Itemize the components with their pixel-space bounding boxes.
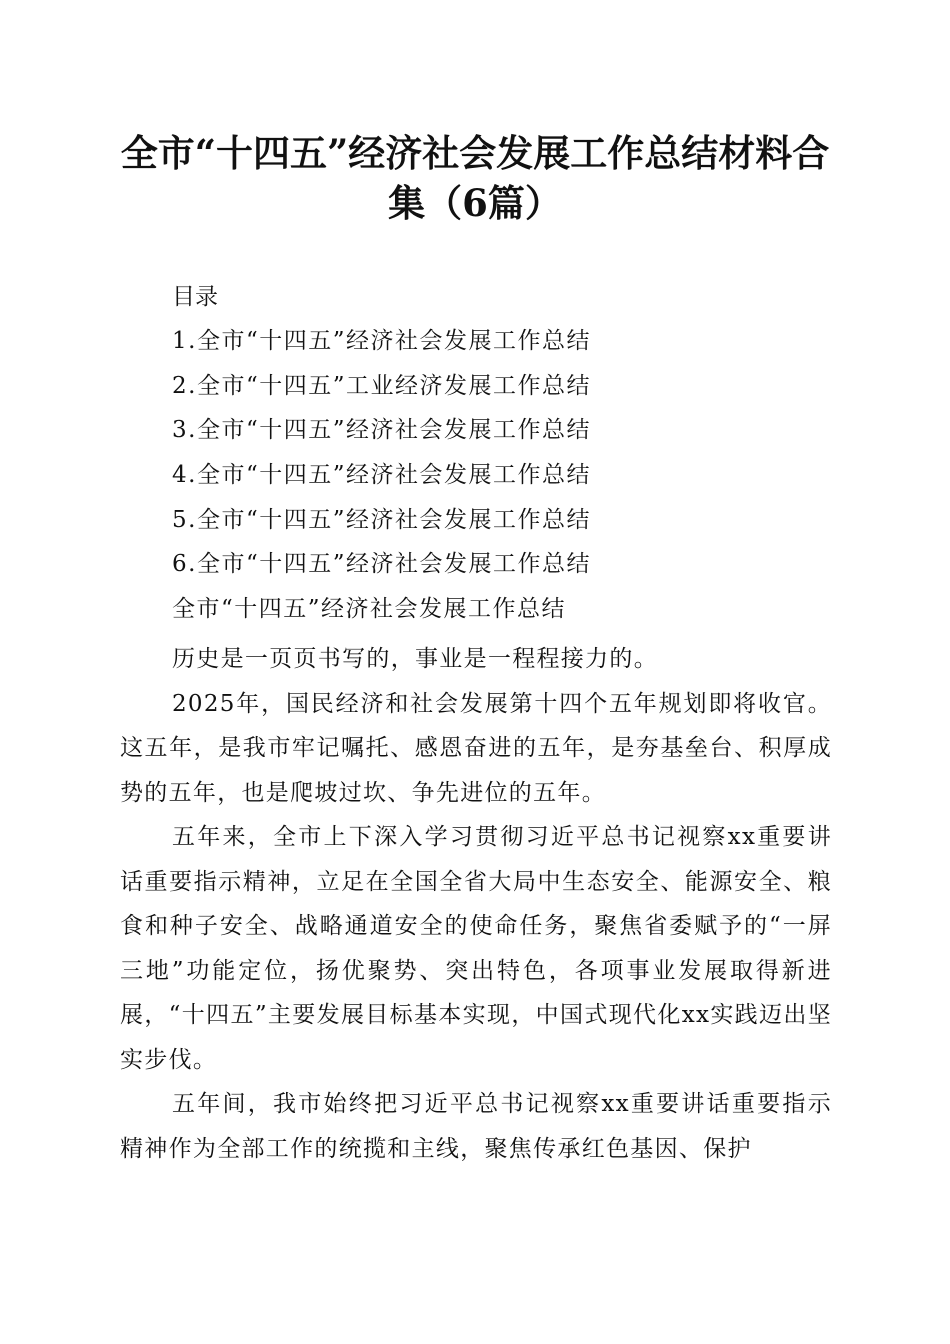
toc-item: 4.全市“十四五”经济社会发展工作总结 (172, 462, 591, 489)
toc-item: 6.全市“十四五”经济社会发展工作总结 (172, 551, 591, 578)
toc-heading: 目录 (172, 284, 218, 310)
paragraph: 五年来，全市上下深入学习贯彻习近平总书记视察xx重要讲话重要指示精神，立足在全国全省大局中生态安全、能源安全、粮食和种子安全、战略通道安全的使命任务，聚焦省委赋予的“一屏三地”功能定位，扬优聚势、突出特色，各项事业发展取得新进展，“十四五”主要发展目标基本实现，中国式现代化xx实践迈出坚实步伐。 (120, 824, 832, 1073)
title-line-1: 全市“十四五”经济社会发展工作总结材料合 (120, 131, 830, 175)
document-title (100, 128, 850, 228)
body-text (120, 637, 832, 1171)
section-title: 全市“十四五”经济社会发展工作总结 (172, 596, 567, 622)
toc-item: 5.全市“十四五”经济社会发展工作总结 (172, 506, 591, 533)
paragraph: 五年间，我市始终把习近平总书记视察xx重要讲话重要指示精神作为全部工作的统揽和主线，聚焦传承红色基因、保护 (120, 1091, 832, 1162)
paragraph: 历史是一页页书写的，事业是一程程接力的。 (172, 646, 658, 672)
toc-item: 2.全市“十四五”工业经济发展工作总结 (172, 372, 591, 399)
paragraph: 2025年，国民经济和社会发展第十四个五年规划即将收官。这五年，是我市牢记嘱托、感恩奋进的五年，是夯基垒台、积厚成势的五年，也是爬坡过坎、争先进位的五年。 (120, 690, 832, 806)
table-of-contents (172, 324, 591, 592)
toc-item: 1.全市“十四五”经济社会发展工作总结 (172, 328, 591, 354)
title-line-2: 集（6篇） (388, 181, 562, 225)
toc-item: 3.全市“十四五”经济社会发展工作总结 (172, 417, 591, 444)
